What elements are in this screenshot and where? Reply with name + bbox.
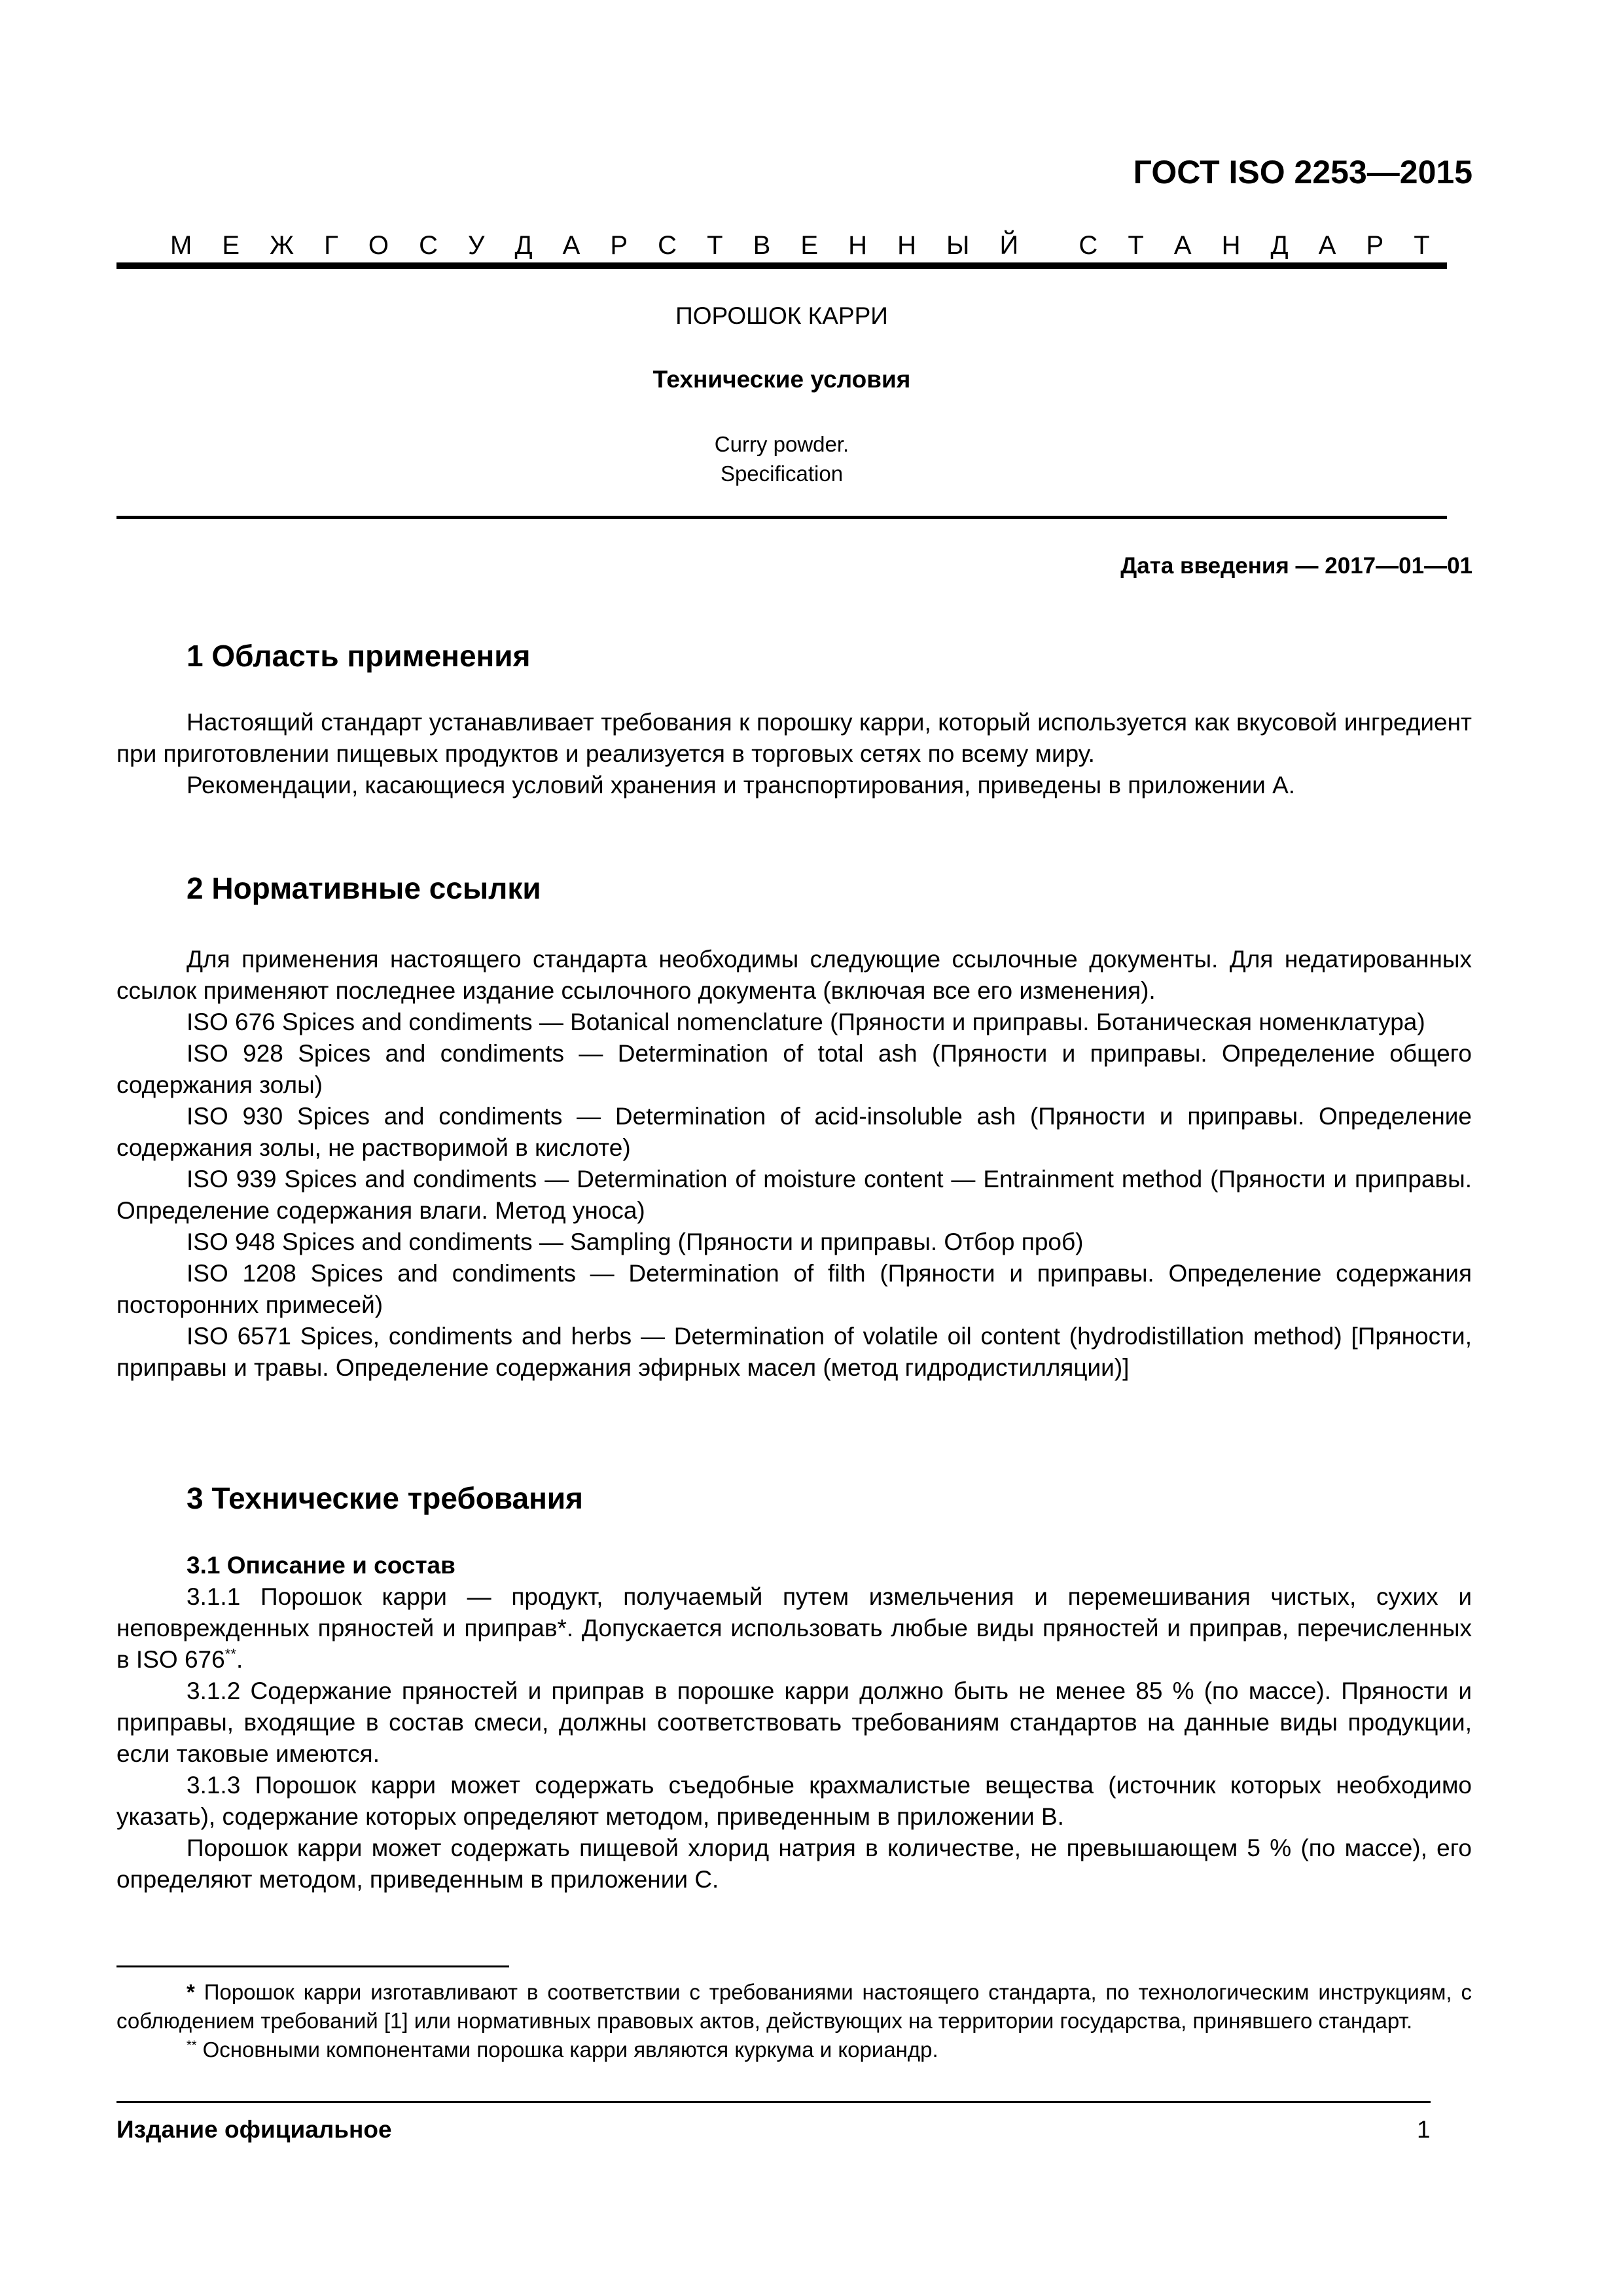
paragraph: Настоящий стандарт устанавливает требования к порошку карри, который используется как вкусовой ингредиент при приготовлении пищевых продуктов и реализуется в торговых сетях по всему миру.	[116, 709, 1472, 767]
title-rule	[116, 516, 1447, 519]
label-letter: Г	[324, 231, 338, 260]
label-letter: В	[753, 231, 771, 260]
paragraph: 3.1.2 Содержание пряностей и приправ в порошке карри должно быть не менее 85 % (по массе). Пряности и приправы, входящие в состав смеси, должны соответствовать требованиям стандартов на данные виды продукции, если таковые имеются.	[116, 1677, 1472, 1767]
paragraph: Рекомендации, касающиеся условий хранения и транспортирования, приведены в приложении А.	[187, 772, 1296, 798]
section-2-body	[116, 944, 1472, 1384]
label-letter: Р	[610, 231, 628, 260]
paragraph: Для применения настоящего стандарта необходимы следующие ссылочные документы. Для недатированных ссылок применяют последнее издание ссылочного документа (включая все его изменения).	[116, 946, 1472, 1004]
label-letter: Н	[897, 231, 916, 260]
section-3-heading: 3 Технические требования	[187, 1481, 583, 1515]
label-letter: Т	[1128, 231, 1144, 260]
section-1-heading: 1 Область применения	[187, 639, 531, 673]
reference-item: ISO 1208 Spices and condiments — Determination of filth (Пряности и приправы. Определение содержания посторонних примесей)	[116, 1260, 1472, 1318]
label-letter: М	[170, 231, 192, 260]
label-letter: С	[1079, 231, 1098, 260]
section-3-body	[116, 1550, 1472, 1895]
english-title-line: Specification	[720, 461, 844, 486]
reference-item: ISO 948 Spices and condiments — Sampling (Пряности и приправы. Отбор проб)	[187, 1229, 1084, 1255]
label-letter: Т	[707, 231, 723, 260]
page-number: 1	[1417, 2116, 1431, 2143]
paragraph-text: .	[236, 1646, 243, 1673]
interstate-standard-label	[170, 231, 1430, 260]
label-letter: Н	[848, 231, 867, 260]
reference-item: ISO 928 Spices and condiments — Determination of total ash (Пряности и приправы. Определение общего содержания золы)	[116, 1040, 1472, 1098]
footnote-mark: **	[187, 2038, 197, 2053]
label-letter: С	[658, 231, 677, 260]
label-letter: Е	[800, 231, 819, 260]
english-title	[116, 429, 1447, 488]
paragraph: Порошок карри может содержать пищевой хлорид натрия в количестве, не превышающем 5 % (по массе), его определяют методом, приведенным в приложении С.	[116, 1835, 1472, 1893]
subsection-heading: 3.1 Описание и состав	[187, 1552, 455, 1579]
footnote	[116, 2036, 1472, 2064]
standard-designation: ГОСТ ISO 2253—2015	[1133, 154, 1472, 190]
label-letter: Ж	[270, 231, 294, 260]
english-title-line: Curry powder.	[714, 432, 849, 456]
label-letter: Ы	[946, 231, 970, 260]
label-letter: Е	[222, 231, 240, 260]
reference-item: ISO 676 Spices and condiments — Botanical nomenclature (Пряности и приправы. Ботаническая номенклатура)	[187, 1009, 1425, 1035]
label-letter: Й	[999, 231, 1019, 260]
document-subtitle: Технические условия	[652, 366, 911, 393]
footnote-text: Основными компонентами порошка карри являются куркума и кориандр.	[196, 2037, 938, 2062]
label-letter: Н	[1221, 231, 1241, 260]
footnote-marker[interactable]: *	[557, 1615, 567, 1641]
label-letter: О	[368, 231, 389, 260]
footer-rule	[116, 2101, 1431, 2103]
reference-item: ISO 6571 Spices, condiments and herbs — Determination of volatile oil content (hydrodistillation method) [Пряности, приправы и травы. Определение содержания эфирных масел (метод гидродистилляции)]	[116, 1323, 1472, 1381]
paragraph	[116, 1581, 1472, 1676]
paragraph-text: . Допускается использовать любые виды пряностей и приправ, перечисленных в ISO 676	[116, 1615, 1472, 1673]
edition-label: Издание официальное	[116, 2116, 392, 2143]
footnote-marker[interactable]: **	[224, 1645, 236, 1662]
footnote-text: Порошок карри изготавливают в соответствии с требованиями настоящего стандарта, по технологическим инструкциям, с соблюдением требований [1] или нормативных правовых актов, действующих на территории государства, принявшего стандарт.	[116, 1980, 1472, 2033]
section-1-body	[116, 707, 1472, 801]
section-2-heading: 2 Нормативные ссылки	[187, 871, 541, 905]
reference-item: ISO 930 Spices and condiments — Determination of acid-insoluble ash (Пряности и приправы. Определение содержания золы, не растворимой в кислоте)	[116, 1103, 1472, 1161]
label-letter: А	[562, 231, 580, 260]
label-letter: С	[419, 231, 438, 260]
label-letter: У	[468, 231, 485, 260]
footnote	[116, 1978, 1472, 2036]
footnotes	[116, 1978, 1472, 2064]
introduction-date: Дата введения — 2017—01—01	[1120, 553, 1472, 579]
paragraph: 3.1.3 Порошок карри может содержать съедобные крахмалистые вещества (источник которых необходимо указать), содержание которых определяют методом, приведенным в приложении В.	[116, 1772, 1472, 1830]
label-letter: А	[1173, 231, 1192, 260]
label-letter: Д	[1270, 231, 1289, 260]
label-letter: А	[1318, 231, 1336, 260]
label-letter: Д	[514, 231, 533, 260]
document-title: ПОРОШОК КАРРИ	[675, 302, 888, 329]
label-letter: Р	[1366, 231, 1384, 260]
header-thick-rule	[116, 262, 1447, 269]
footnote-mark: *	[187, 1980, 195, 2004]
paragraph-text: 3.1.1 Порошок карри — продукт, получаемый путем измельчения и перемешивания чистых, сухих и неповрежденных пряностей и приправ	[116, 1583, 1472, 1641]
footnote-separator	[116, 1965, 509, 1967]
label-letter: Т	[1414, 231, 1430, 260]
reference-item: ISO 939 Spices and condiments — Determination of moisture content — Entrainment method (Пряности и приправы. Определение содержания влаги. Метод уноса)	[116, 1166, 1472, 1224]
